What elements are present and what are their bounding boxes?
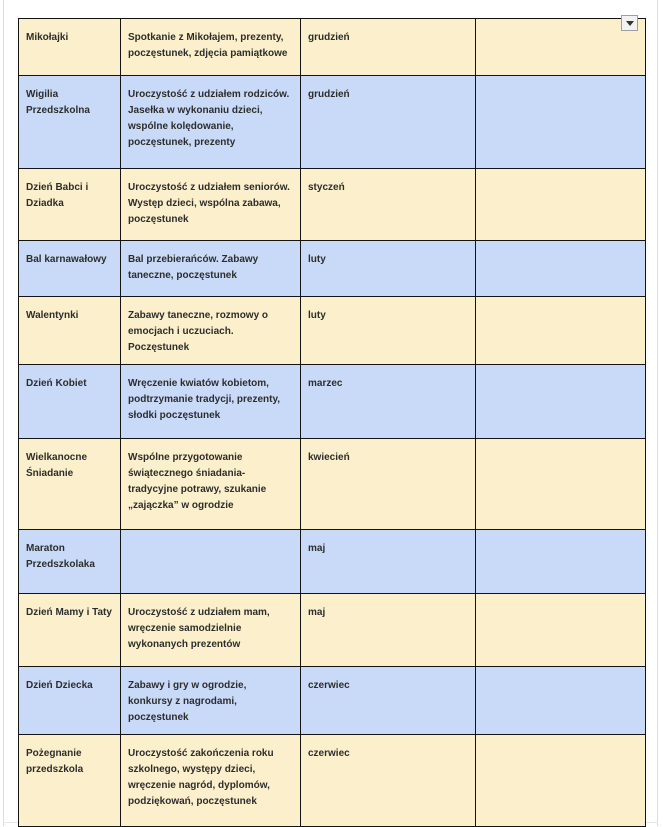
- event-description-cell: Wręczenie kwiatów kobietom, podtrzymanie tradycji, prezenty, słodki poczęstunek: [121, 365, 301, 439]
- page-edge-left: [3, 0, 4, 826]
- event-name-cell: Dzień Mamy i Taty: [19, 594, 121, 667]
- table-row: [19, 169, 646, 241]
- event-month-cell: grudzień: [301, 19, 476, 76]
- table-row: [19, 76, 646, 169]
- event-name-cell: Dzień Babci i Dziadka: [19, 169, 121, 241]
- event-notes-cell: [476, 530, 646, 594]
- event-month-cell: czerwiec: [301, 735, 476, 827]
- event-description-cell: Zabawy i gry w ogrodzie, konkursy z nagrodami, poczęstunek: [121, 667, 301, 735]
- table-row: [19, 241, 646, 297]
- event-notes-cell: [476, 365, 646, 439]
- event-description-cell: Spotkanie z Mikołajem, prezenty, poczęstunek, zdjęcia pamiątkowe: [121, 19, 301, 76]
- event-month-cell: maj: [301, 594, 476, 667]
- event-notes-cell: [476, 439, 646, 530]
- table-row: [19, 594, 646, 667]
- event-description-cell: Uroczystość z udziałem seniorów. Występ dzieci, wspólna zabawa, poczęstunek: [121, 169, 301, 241]
- table-row: [19, 19, 646, 76]
- event-notes-cell: [476, 19, 646, 76]
- table-row: [19, 667, 646, 735]
- event-name-cell: Walentynki: [19, 297, 121, 365]
- event-notes-cell: [476, 667, 646, 735]
- event-notes-cell: [476, 241, 646, 297]
- event-name-cell: Wielkanocne Śniadanie: [19, 439, 121, 530]
- event-notes-cell: [476, 297, 646, 365]
- table-row: [19, 735, 646, 827]
- event-description-cell: Uroczystość z udziałem mam, wręczenie samodzielnie wykonanych prezentów: [121, 594, 301, 667]
- event-month-cell: kwiecień: [301, 439, 476, 530]
- event-name-cell: Bal karnawałowy: [19, 241, 121, 297]
- events-table: [18, 18, 646, 827]
- chevron-down-icon: [626, 21, 634, 26]
- event-month-cell: grudzień: [301, 76, 476, 169]
- event-name-cell: Maraton Przedszkolaka: [19, 530, 121, 594]
- event-description-cell: Zabawy taneczne, rozmowy o emocjach i uczuciach. Poczęstunek: [121, 297, 301, 365]
- event-notes-cell: [476, 594, 646, 667]
- event-name-cell: Dzień Dziecka: [19, 667, 121, 735]
- table-row: [19, 530, 646, 594]
- event-notes-cell: [476, 76, 646, 169]
- table-row: [19, 439, 646, 530]
- event-month-cell: maj: [301, 530, 476, 594]
- event-month-cell: marzec: [301, 365, 476, 439]
- event-name-cell: Mikołajki: [19, 19, 121, 76]
- event-notes-cell: [476, 169, 646, 241]
- event-notes-cell: [476, 735, 646, 827]
- table-dropdown-button[interactable]: [621, 15, 638, 31]
- event-month-cell: luty: [301, 297, 476, 365]
- table-row: [19, 297, 646, 365]
- event-description-cell: Bal przebierańców. Zabawy taneczne, poczęstunek: [121, 241, 301, 297]
- event-description-cell: Uroczystość zakończenia roku szkolnego, występy dzieci, wręczenie nagród, dyplomów, podziękowań, poczęstunek: [121, 735, 301, 827]
- event-month-cell: luty: [301, 241, 476, 297]
- table-row: [19, 365, 646, 439]
- event-name-cell: Dzień Kobiet: [19, 365, 121, 439]
- event-month-cell: styczeń: [301, 169, 476, 241]
- event-name-cell: Pożegnanie przedszkola: [19, 735, 121, 827]
- event-description-cell: Wspólne przygotowanie świątecznego śniadania- tradycyjne potrawy, szukanie „zajączka” w ogrodzie: [121, 439, 301, 530]
- event-description-cell: [121, 530, 301, 594]
- event-month-cell: czerwiec: [301, 667, 476, 735]
- event-description-cell: Uroczystość z udziałem rodziców. Jasełka w wykonaniu dzieci, wspólne kolędowanie, poczęstunek, prezenty: [121, 76, 301, 169]
- event-name-cell: Wigilia Przedszkolna: [19, 76, 121, 169]
- page-edge-right: [657, 0, 658, 826]
